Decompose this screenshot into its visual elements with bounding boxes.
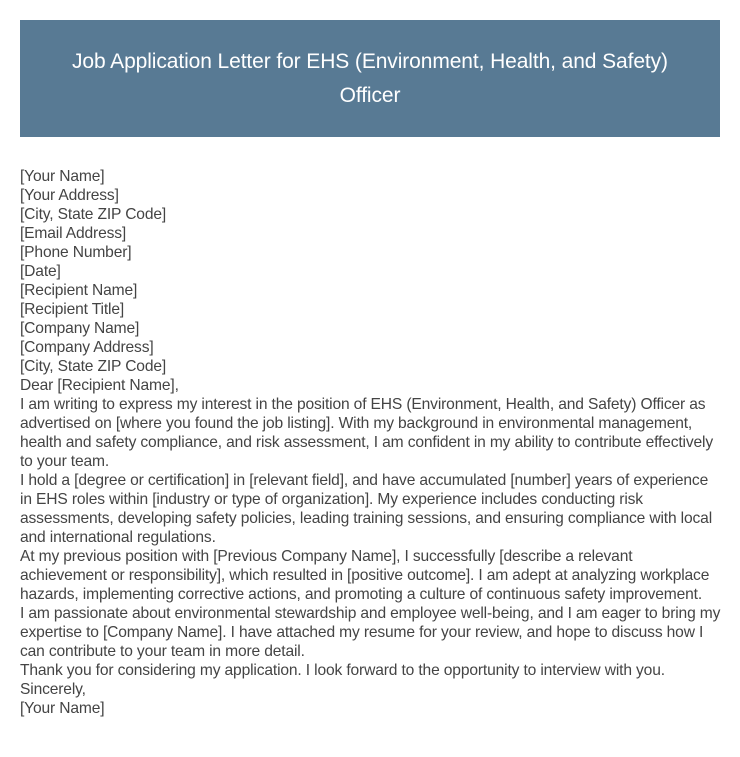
paragraph-motivation: I am passionate about environmental stewardship and employee well-being, and I am eager to bring my expertise to [Company Name]. I have attached my resume for your review, and hope to discuss how I can contribute to your team in more detail. — [20, 605, 721, 660]
recipient-title: [Recipient Title] — [20, 301, 125, 318]
closing: Sincerely, — [20, 681, 86, 698]
signature: [Your Name] — [20, 700, 105, 717]
sender-email: [Email Address] — [20, 225, 127, 242]
paragraph-qualifications: I hold a [degree or certification] in [relevant field], and have accumulated [number] years of experience in EHS roles within [industry or type of organization]. My experience includes conducting risk assessments, developing safety policies, leading training sessions, and ensuring compliance with local and international regulations. — [20, 472, 713, 546]
page-title: Job Application Letter for EHS (Environment, Health, and Safety) Officer — [72, 49, 668, 107]
paragraph-thanks: Thank you for considering my application. I look forward to the opportunity to interview with you. — [20, 662, 665, 679]
sender-address: [Your Address] — [20, 187, 119, 204]
sender-name: [Your Name] — [20, 168, 105, 185]
recipient-company: [Company Name] — [20, 320, 140, 337]
sender-phone: [Phone Number] — [20, 244, 132, 261]
letter-date: [Date] — [20, 263, 61, 280]
recipient-company-address: [Company Address] — [20, 339, 154, 356]
letter-body — [20, 167, 722, 718]
paragraph-achievements: At my previous position with [Previous Company Name], I successfully [describe a relevant achievement or responsibility], which resulted in [positive outcome]. I am adept at analyzing workplace hazards, implementing corrective actions, and promoting a culture of continuous safety improvement. — [20, 548, 710, 603]
paragraph-introduction: I am writing to express my interest in the position of EHS (Environment, Health, and Safety) Officer as advertised on [where you found the job listing]. With my background in environmental management, health and safety compliance, and risk assessment, I am confident in my ability to contribute effectively to your team. — [20, 396, 713, 470]
recipient-name: [Recipient Name] — [20, 282, 138, 299]
recipient-city-state-zip: [City, State ZIP Code] — [20, 358, 167, 375]
sender-city-state-zip: [City, State ZIP Code] — [20, 206, 167, 223]
salutation: Dear [Recipient Name], — [20, 377, 179, 394]
letter-header-banner — [20, 20, 720, 137]
